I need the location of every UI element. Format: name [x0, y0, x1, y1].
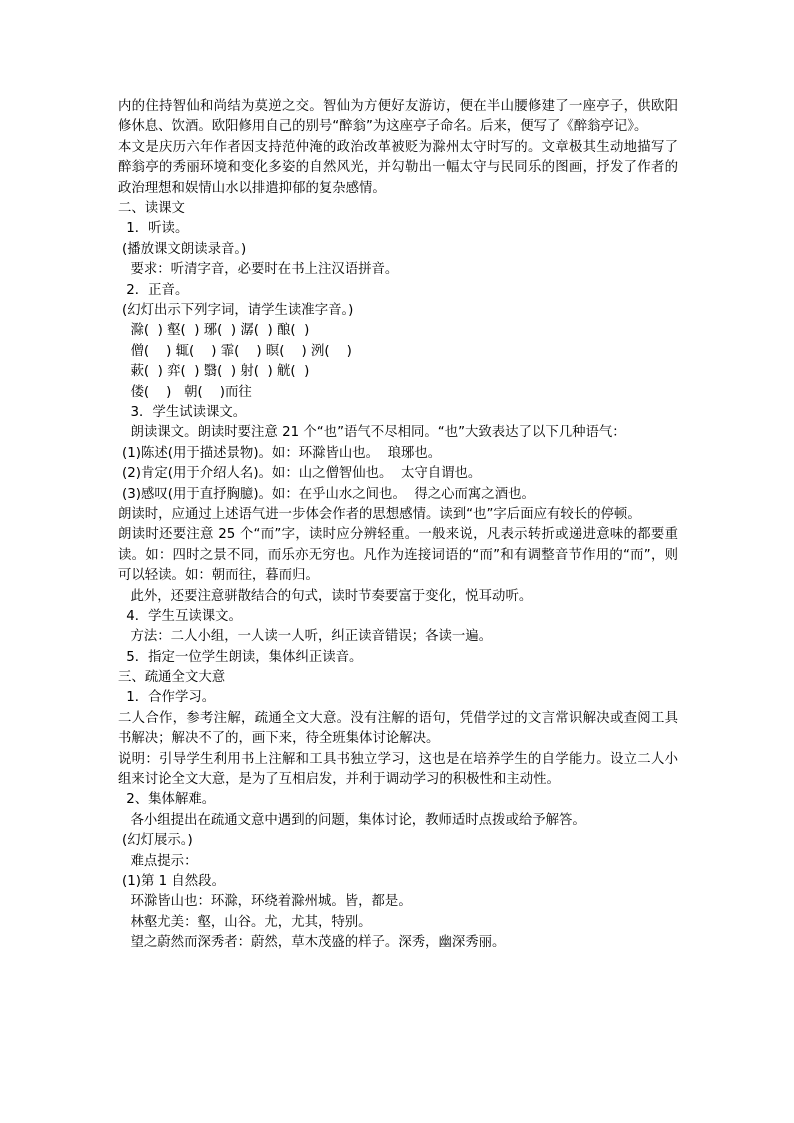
text-line: (播放课文朗读录音。): [122, 241, 247, 257]
text-line: 朗读课文。朗读时要注意 21 个“也”语气不尽相同。“也”大致表达了以下几种语气：: [122, 425, 626, 441]
text-line: 二、读课文: [118, 201, 185, 217]
text-paragraph: 内的住持智仙和尚结为莫逆之交。智仙为方便好友游访，便在半山腰修建了一座亭子，供欧阳修休息、饮酒。欧阳修用自己的别号“醉翁”为这座亭子命名。后来，便写了《醉翁亭记》。: [118, 99, 678, 135]
text-line: (幻灯出示下列字词，请学生读准字音。): [122, 302, 354, 318]
text-line: 各小组提出在疏通文意中遇到的问题，集体讨论，教师适时点拨或给予解答。: [122, 812, 586, 828]
text-line: 林壑尤美：壑，山谷。尤，尤其，特别。: [122, 914, 372, 930]
text-line: 方法：二人小组，一人读一人听，纠正读音错误；各读一遍。: [122, 629, 493, 645]
text-line: 偻( ) 朝( )而往: [122, 384, 252, 400]
text-line: 滁( ) 壑( ) 琊( ) 潺( ) 酿( ): [122, 323, 310, 339]
text-line: 4．学生互读课文。: [122, 608, 242, 624]
text-line: 3．学生试读课文。: [122, 404, 247, 420]
text-paragraph: 朗读时，应通过上述语气进一步体会作者的思想感情。读到“也”字后面应有较长的停顿。: [118, 506, 641, 522]
text-line: 5．指定一位学生朗读，集体纠正读音。: [122, 649, 363, 665]
text-line: (3)感叹(用于直抒胸臆)。如：在乎山水之间也。 得之心而寓之酒也。: [122, 486, 535, 502]
text-line: 僧( ) 辄( ) 霏( ) 暝( ) 洌( ): [122, 343, 352, 359]
text-line: 2、集体解难。: [122, 792, 216, 808]
text-line: (幻灯展示。): [122, 833, 193, 849]
text-line: 蔌( ) 弈( ) 翳( ) 射( ) 觥( ): [122, 364, 310, 380]
text-paragraph: 朗读时还要注意 25 个“而”字，读时应分辨轻重。一般来说，凡表示转折或递进意味的都要重读。如：四时之景不同，而乐亦无穷也。凡作为连接词语的“而”和有调整音节作用的“而”，则可以轻读。如：朝而往，暮而归。: [118, 527, 678, 584]
text-line: 此外，还要注意骈散结合的句式，读时节奏要富于变化，悦耳动听。: [122, 588, 533, 604]
text-line: (2)肯定(用于介绍人名)。如：山之僧智仙也。 太守自谓也。: [122, 466, 482, 482]
text-line: 三、疏通全文大意: [118, 670, 226, 686]
text-paragraph: 本文是庆历六年作者因支持范仲淹的政治改革被贬为滁州太守时写的。文章极其生动地描写了醉翁亭的秀丽环境和变化多姿的自然风光，并勾勒出一幅太守与民同乐的图画，抒发了作者的政治理想和娱情山水以排遣抑郁的复杂感情。: [118, 139, 678, 196]
text-line: 1．听读。: [122, 221, 189, 237]
text-line: 望之蔚然而深秀者：蔚然，草木茂盛的样子。深秀，幽深秀丽。: [122, 935, 506, 951]
text-paragraph: 二人合作，参考注解，疏通全文大意。没有注解的语句，凭借学过的文言常识解决或查阅工具书解决；解决不了的，画下来，待全班集体讨论解决。: [118, 710, 678, 747]
text-line: 环滁皆山也：环滁，环绕着滁州城。皆，都是。: [122, 894, 412, 910]
text-line: 要求：听清字音，必要时在书上注汉语拼音。: [122, 262, 399, 278]
text-line: (1)陈述(用于描述景物)。如：环滁皆山也。 琅琊也。: [122, 445, 442, 461]
text-line: 2．正音。: [122, 282, 189, 298]
document-body: [118, 97, 678, 954]
text-paragraph: 说明：引导学生利用书上注解和工具书独立学习，这也是在培养学生的自学能力。设立二人小组来讨论全文大意，是为了互相启发，并利于调动学习的积极性和主动性。: [118, 751, 678, 788]
text-line: 1．合作学习。: [122, 690, 216, 706]
text-line: 难点提示：: [122, 853, 198, 869]
text-line: (1)第 1 自然段。: [122, 874, 225, 890]
